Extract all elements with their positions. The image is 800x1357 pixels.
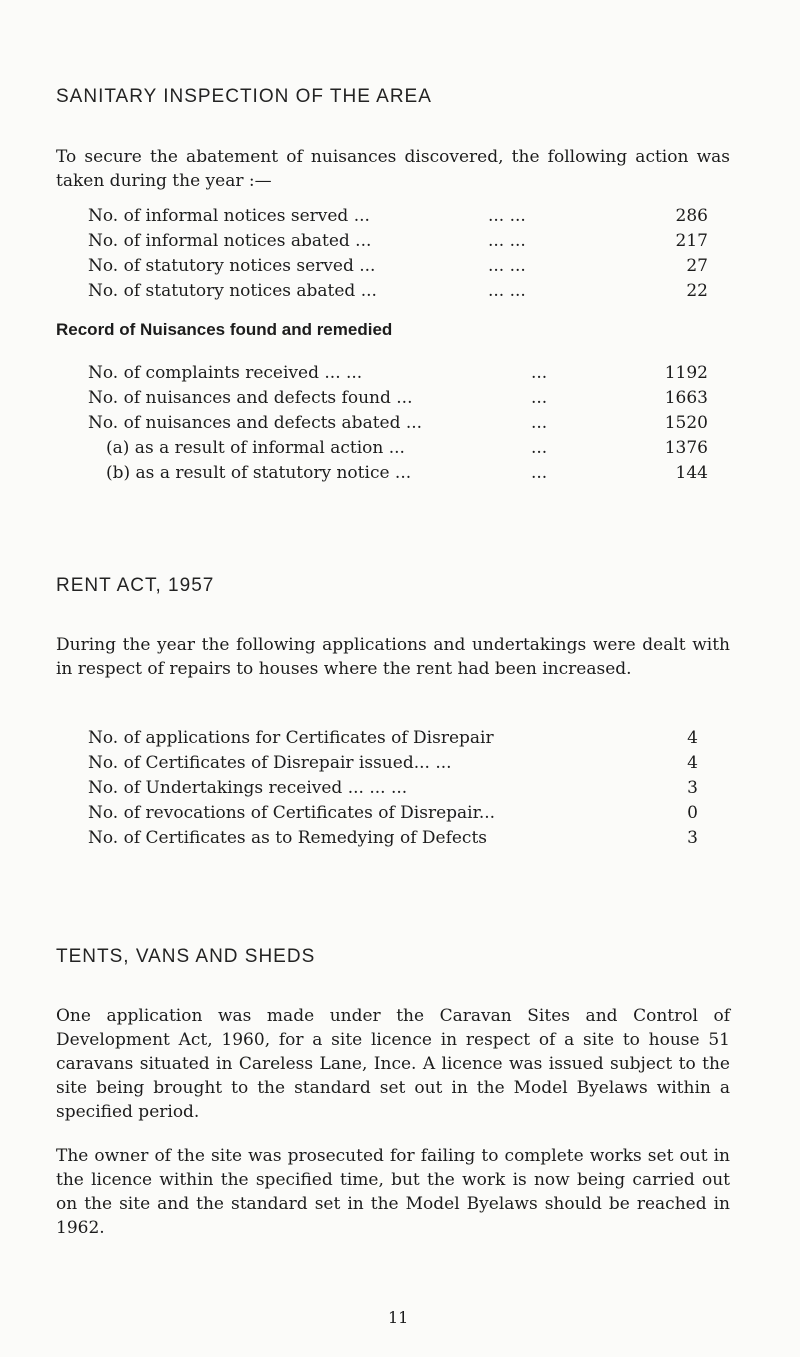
tents-paragraph-2: The owner of the site was prosecuted for failing to complete works set out in the licence within the specified time, but the work is now being carried out on the site and the standard set in the Model Byelaws should be reached in 1962.	[56, 1146, 730, 1238]
item-dots: ... ...	[488, 256, 526, 276]
tents-paragraph-1: One application was made under the Caravan Sites and Control of Development Act, 1960, for a site licence in respect of a site to house 51 caravans situated in Careless Lane, Ince. A licence was issued subject to the site being brought to the standard set out in the Model Byelaws within a specified period.	[56, 1006, 730, 1122]
item-value: 1376	[664, 438, 708, 458]
item-label: No. of informal notices abated ...	[88, 231, 372, 251]
item-label: No. of informal notices served ...	[88, 206, 370, 226]
item-label: No. of Undertakings received ... ... ...	[88, 778, 408, 798]
item-value: 1192	[664, 363, 708, 383]
item-value: 3	[687, 828, 698, 848]
item-label: (a) as a result of informal action ...	[106, 438, 405, 458]
item-dots: ...	[531, 363, 548, 383]
item-label: (b) as a result of statutory notice ...	[106, 463, 412, 483]
item-value: 27	[686, 256, 708, 276]
item-dots: ...	[531, 463, 548, 483]
item-label: No. of nuisances and defects abated ...	[88, 413, 423, 433]
item-dots: ... ...	[488, 206, 526, 226]
sanitary-intro-paragraph: To secure the abatement of nuisances discovered, the following action was taken during the year :—	[56, 147, 730, 191]
item-label: No. of complaints received ... ...	[88, 363, 363, 383]
item-dots: ...	[531, 438, 548, 458]
item-value: 217	[675, 231, 708, 251]
heading-sanitary-inspection: SANITARY INSPECTION OF THE AREA	[56, 86, 432, 107]
heading-rent-act: RENT ACT, 1957	[56, 575, 215, 596]
item-dots: ... ...	[488, 231, 526, 251]
item-dots: ... ...	[488, 281, 526, 301]
item-dots: ...	[531, 413, 548, 433]
heading-tents-vans-sheds: TENTS, VANS AND SHEDS	[56, 946, 316, 967]
item-value: 3	[687, 778, 698, 798]
item-value: 0	[687, 803, 698, 823]
item-value: 4	[687, 728, 698, 748]
item-label: No. of statutory notices served ...	[88, 256, 376, 276]
item-value: 1663	[664, 388, 708, 408]
item-value: 4	[687, 753, 698, 773]
item-label: No. of revocations of Certificates of Disrepair...	[88, 803, 496, 823]
rent-act-intro-paragraph: During the year the following applications and undertakings were dealt with in respect of repairs to houses where the rent had been increased.	[56, 635, 730, 679]
item-value: 144	[675, 463, 708, 483]
item-label: No. of Certificates as to Remedying of Defects	[88, 828, 488, 848]
item-dots: ...	[531, 388, 548, 408]
item-label: No. of statutory notices abated ...	[88, 281, 377, 301]
page-number: 11	[388, 1308, 409, 1327]
item-value: 286	[675, 206, 708, 226]
item-value: 1520	[664, 413, 708, 433]
item-label: No. of applications for Certificates of Disrepair	[88, 728, 494, 748]
item-label: No. of Certificates of Disrepair issued... ...	[88, 753, 452, 773]
record-heading: Record of Nuisances found and remedied	[56, 320, 393, 339]
item-value: 22	[686, 281, 708, 301]
item-label: No. of nuisances and defects found ...	[88, 388, 413, 408]
